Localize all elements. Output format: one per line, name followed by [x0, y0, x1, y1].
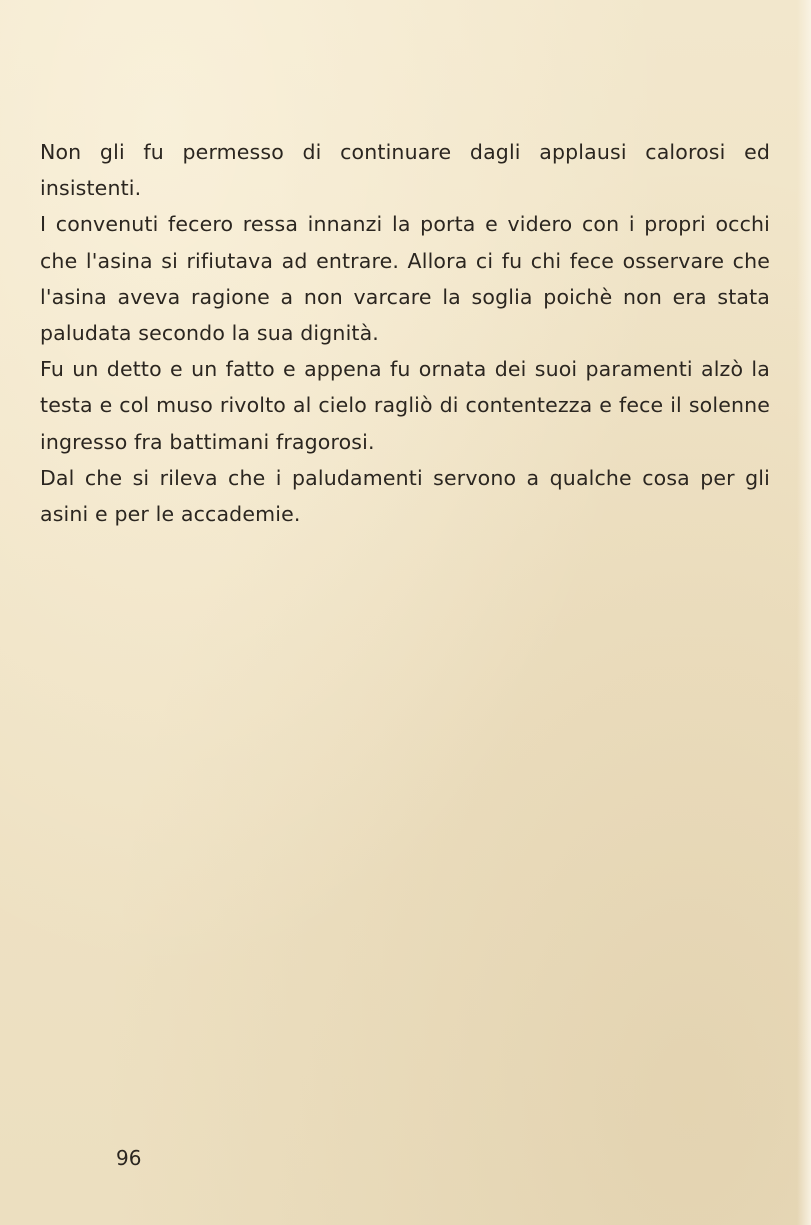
paragraph-1: Non gli fu permesso di continuare dagli applausi calorosi ed insistenti.	[40, 140, 770, 201]
body-text	[40, 134, 770, 532]
paragraph-2: I convenuti fecero ressa innanzi la porta e videro con i propri occhi che l'asina si rifiutava ad entrare. Allora ci fu chi fece osservare che l'asina aveva ragione a non varcare la soglia poichè non era stata paludata secondo la sua dignità.	[40, 212, 770, 346]
paragraph-4: Dal che si rileva che i paludamenti servono a qualche cosa per gli asini e per le accademie.	[40, 465, 770, 527]
page-number: 96	[116, 1146, 142, 1170]
paragraph-3: Fu un detto e un fatto e appena fu ornata dei suoi paramenti alzò la testa e col muso rivolto al cielo ragliò di contentezza e fece il solenne ingresso fra battimani fragorosi.	[40, 357, 770, 454]
